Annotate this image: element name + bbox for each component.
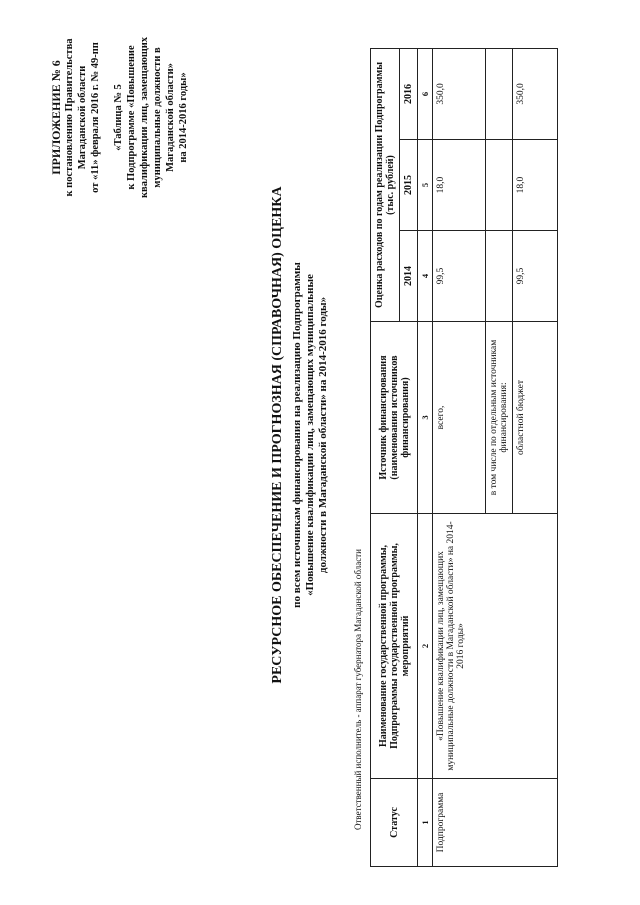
appendix-block: [50, 30, 190, 205]
program-name-cell: «Повышение квалификации лиц, замещающих муниципальные должности в Магаданской области» на 2014-2016 годы»: [433, 514, 558, 779]
column-number: 6: [418, 48, 433, 139]
appendix-line: к постановлению Правительства: [64, 38, 75, 197]
header-source: Источник финансирования (наименования источников финансирования): [371, 322, 418, 514]
source-regional-budget: областной бюджет: [513, 322, 558, 514]
document-title: РЕСУРСНОЕ ОБЕСПЕЧЕНИЕ И ПРОГНОЗНАЯ (СПРАВОЧНАЯ) ОЦЕНКА: [270, 186, 285, 684]
column-number: 1: [418, 779, 433, 867]
header-status: Статус: [371, 779, 418, 867]
header-row: [371, 48, 400, 866]
value-regional-2014: 99,5: [513, 231, 558, 322]
column-number: 3: [418, 322, 433, 514]
status-cell: Подпрограмма: [433, 779, 558, 867]
appendix-title: ПРИЛОЖЕНИЕ № 6: [49, 60, 63, 175]
appendix-line: от «11» февраля 2016 г. № 49-пп: [90, 42, 101, 193]
table-ref-line: к Подпрограмме «Повышение: [126, 45, 137, 190]
document-heading: [270, 175, 330, 695]
responsible-executor: Ответственный исполнитель - аппарат губернатора Магаданской области: [353, 549, 363, 830]
document-subtitle: по всем источникам финансирования на реализацию Подпрограммы: [291, 262, 303, 608]
value-regional-2016: 350,0: [513, 48, 558, 139]
value-regional-2015: 18,0: [513, 140, 558, 231]
appendix-line: Магаданской области: [77, 65, 88, 170]
funding-table: [370, 48, 558, 867]
column-numbers-row: [418, 48, 433, 866]
value-total-2014: 99,5: [433, 231, 486, 322]
column-number: 2: [418, 514, 433, 779]
empty-cell: [486, 140, 513, 231]
empty-cell: [486, 48, 513, 139]
document-subtitle: «Повышение квалификации лиц, замещающих муниципальные: [304, 274, 316, 596]
source-including: в том числе по отдельным источникам финансирования:: [486, 322, 513, 514]
header-year-2014: 2014: [400, 231, 418, 322]
table-ref-line: квалификации лиц, замещающих: [139, 36, 150, 199]
empty-cell: [486, 231, 513, 322]
column-number: 5: [418, 140, 433, 231]
value-total-2015: 18,0: [433, 140, 486, 231]
header-estimate: Оценка расходов по годам реализации Подпрограммы (тыс. рублей): [371, 48, 400, 321]
table-reference: «Таблица № 5: [113, 84, 124, 151]
table-ref-line: муниципальные должности в: [152, 47, 163, 188]
table-ref-line: Магаданской области»: [165, 63, 176, 172]
source-total: всего,: [433, 322, 486, 514]
header-year-2016: 2016: [400, 48, 418, 139]
value-total-2016: 350,0: [433, 48, 486, 139]
header-year-2015: 2015: [400, 140, 418, 231]
table-ref-line: на 2014-2016 годы»: [178, 72, 189, 163]
table-row-total: [433, 48, 486, 866]
column-number: 4: [418, 231, 433, 322]
header-name: Наименование государственной программы, Подпрограммы государственной программы, мероприятий: [371, 514, 418, 779]
document-subtitle: должности в Магаданской области» на 2014-2016 годы»: [317, 296, 329, 574]
